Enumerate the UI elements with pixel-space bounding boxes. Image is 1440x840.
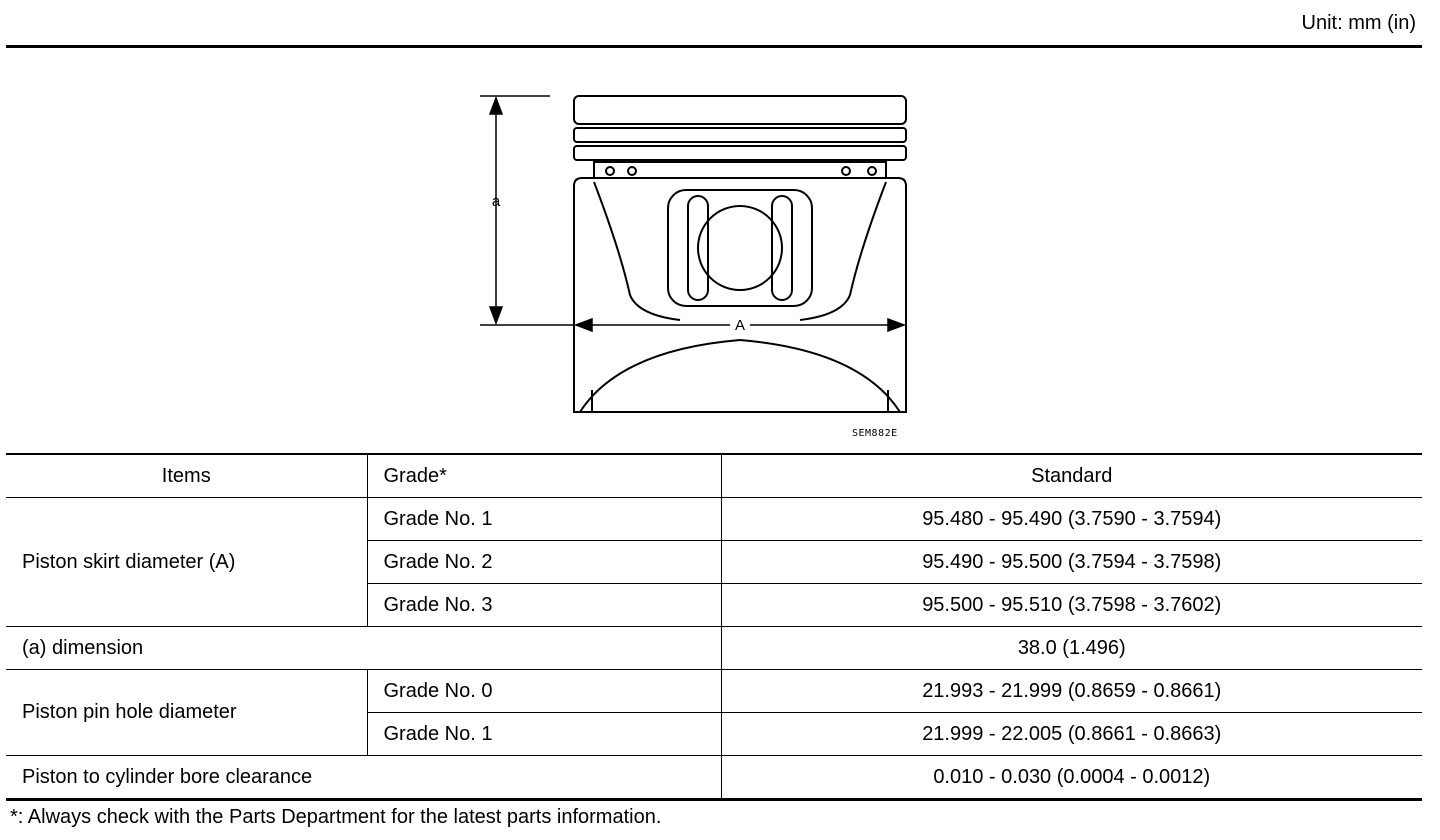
grade-cell: Grade No. 1 — [367, 713, 721, 756]
header-standard: Standard — [721, 454, 1422, 498]
grade-cell: Grade No. 0 — [367, 670, 721, 713]
ring-land-2 — [574, 146, 906, 160]
standard-cell: 38.0 (1.496) — [721, 627, 1422, 670]
dim-A-arrow-right — [888, 319, 904, 331]
oil-hole — [842, 167, 850, 175]
footnote: *: Always check with the Parts Department for the latest parts information. — [10, 806, 662, 828]
dimension-label: (a) dimension — [6, 627, 721, 670]
dim-a-arrow-down — [490, 307, 502, 323]
table-row — [6, 670, 1422, 713]
standard-cell: 95.480 - 95.490 (3.7590 - 3.7594) — [721, 498, 1422, 541]
piston-spec-table — [6, 453, 1422, 801]
grade-cell: Grade No. 1 — [367, 498, 721, 541]
figure-code: SEM882E — [852, 428, 898, 439]
grade-cell: Grade No. 3 — [367, 584, 721, 627]
header-items: Items — [6, 454, 367, 498]
piston-skirt — [574, 178, 906, 412]
clearance-label: Piston to cylinder bore clearance — [6, 756, 721, 800]
label-A: A — [734, 317, 746, 334]
label-a: a — [491, 193, 501, 210]
standard-cell: 21.999 - 22.005 (0.8661 - 0.8663) — [721, 713, 1422, 756]
standard-cell: 0.010 - 0.030 (0.0004 - 0.0012) — [721, 756, 1422, 800]
table-row — [6, 498, 1422, 541]
pin-boss — [668, 190, 812, 306]
table-row — [6, 756, 1422, 800]
piston-crown — [574, 96, 906, 124]
standard-cell: 95.490 - 95.500 (3.7594 - 3.7598) — [721, 541, 1422, 584]
top-rule — [6, 45, 1422, 48]
pin-hole-label: Piston pin hole diameter — [6, 670, 367, 756]
pin-hole — [698, 206, 782, 290]
ring-land-1 — [574, 128, 906, 142]
header-grade: Grade* — [367, 454, 721, 498]
table-header-row — [6, 454, 1422, 498]
standard-cell: 21.993 - 21.999 (0.8659 - 0.8661) — [721, 670, 1422, 713]
dim-A-arrow-left — [576, 319, 592, 331]
oil-hole — [628, 167, 636, 175]
skirt-diameter-label: Piston skirt diameter (A) — [6, 498, 367, 627]
grade-cell: Grade No. 2 — [367, 541, 721, 584]
dim-a-arrow-up — [490, 98, 502, 114]
unit-label: Unit: mm (in) — [1301, 12, 1416, 34]
oil-hole — [606, 167, 614, 175]
piston-diagram — [470, 90, 930, 450]
oil-hole — [868, 167, 876, 175]
standard-cell: 95.500 - 95.510 (3.7598 - 3.7602) — [721, 584, 1422, 627]
table-row — [6, 627, 1422, 670]
skirt-arch — [580, 340, 900, 412]
